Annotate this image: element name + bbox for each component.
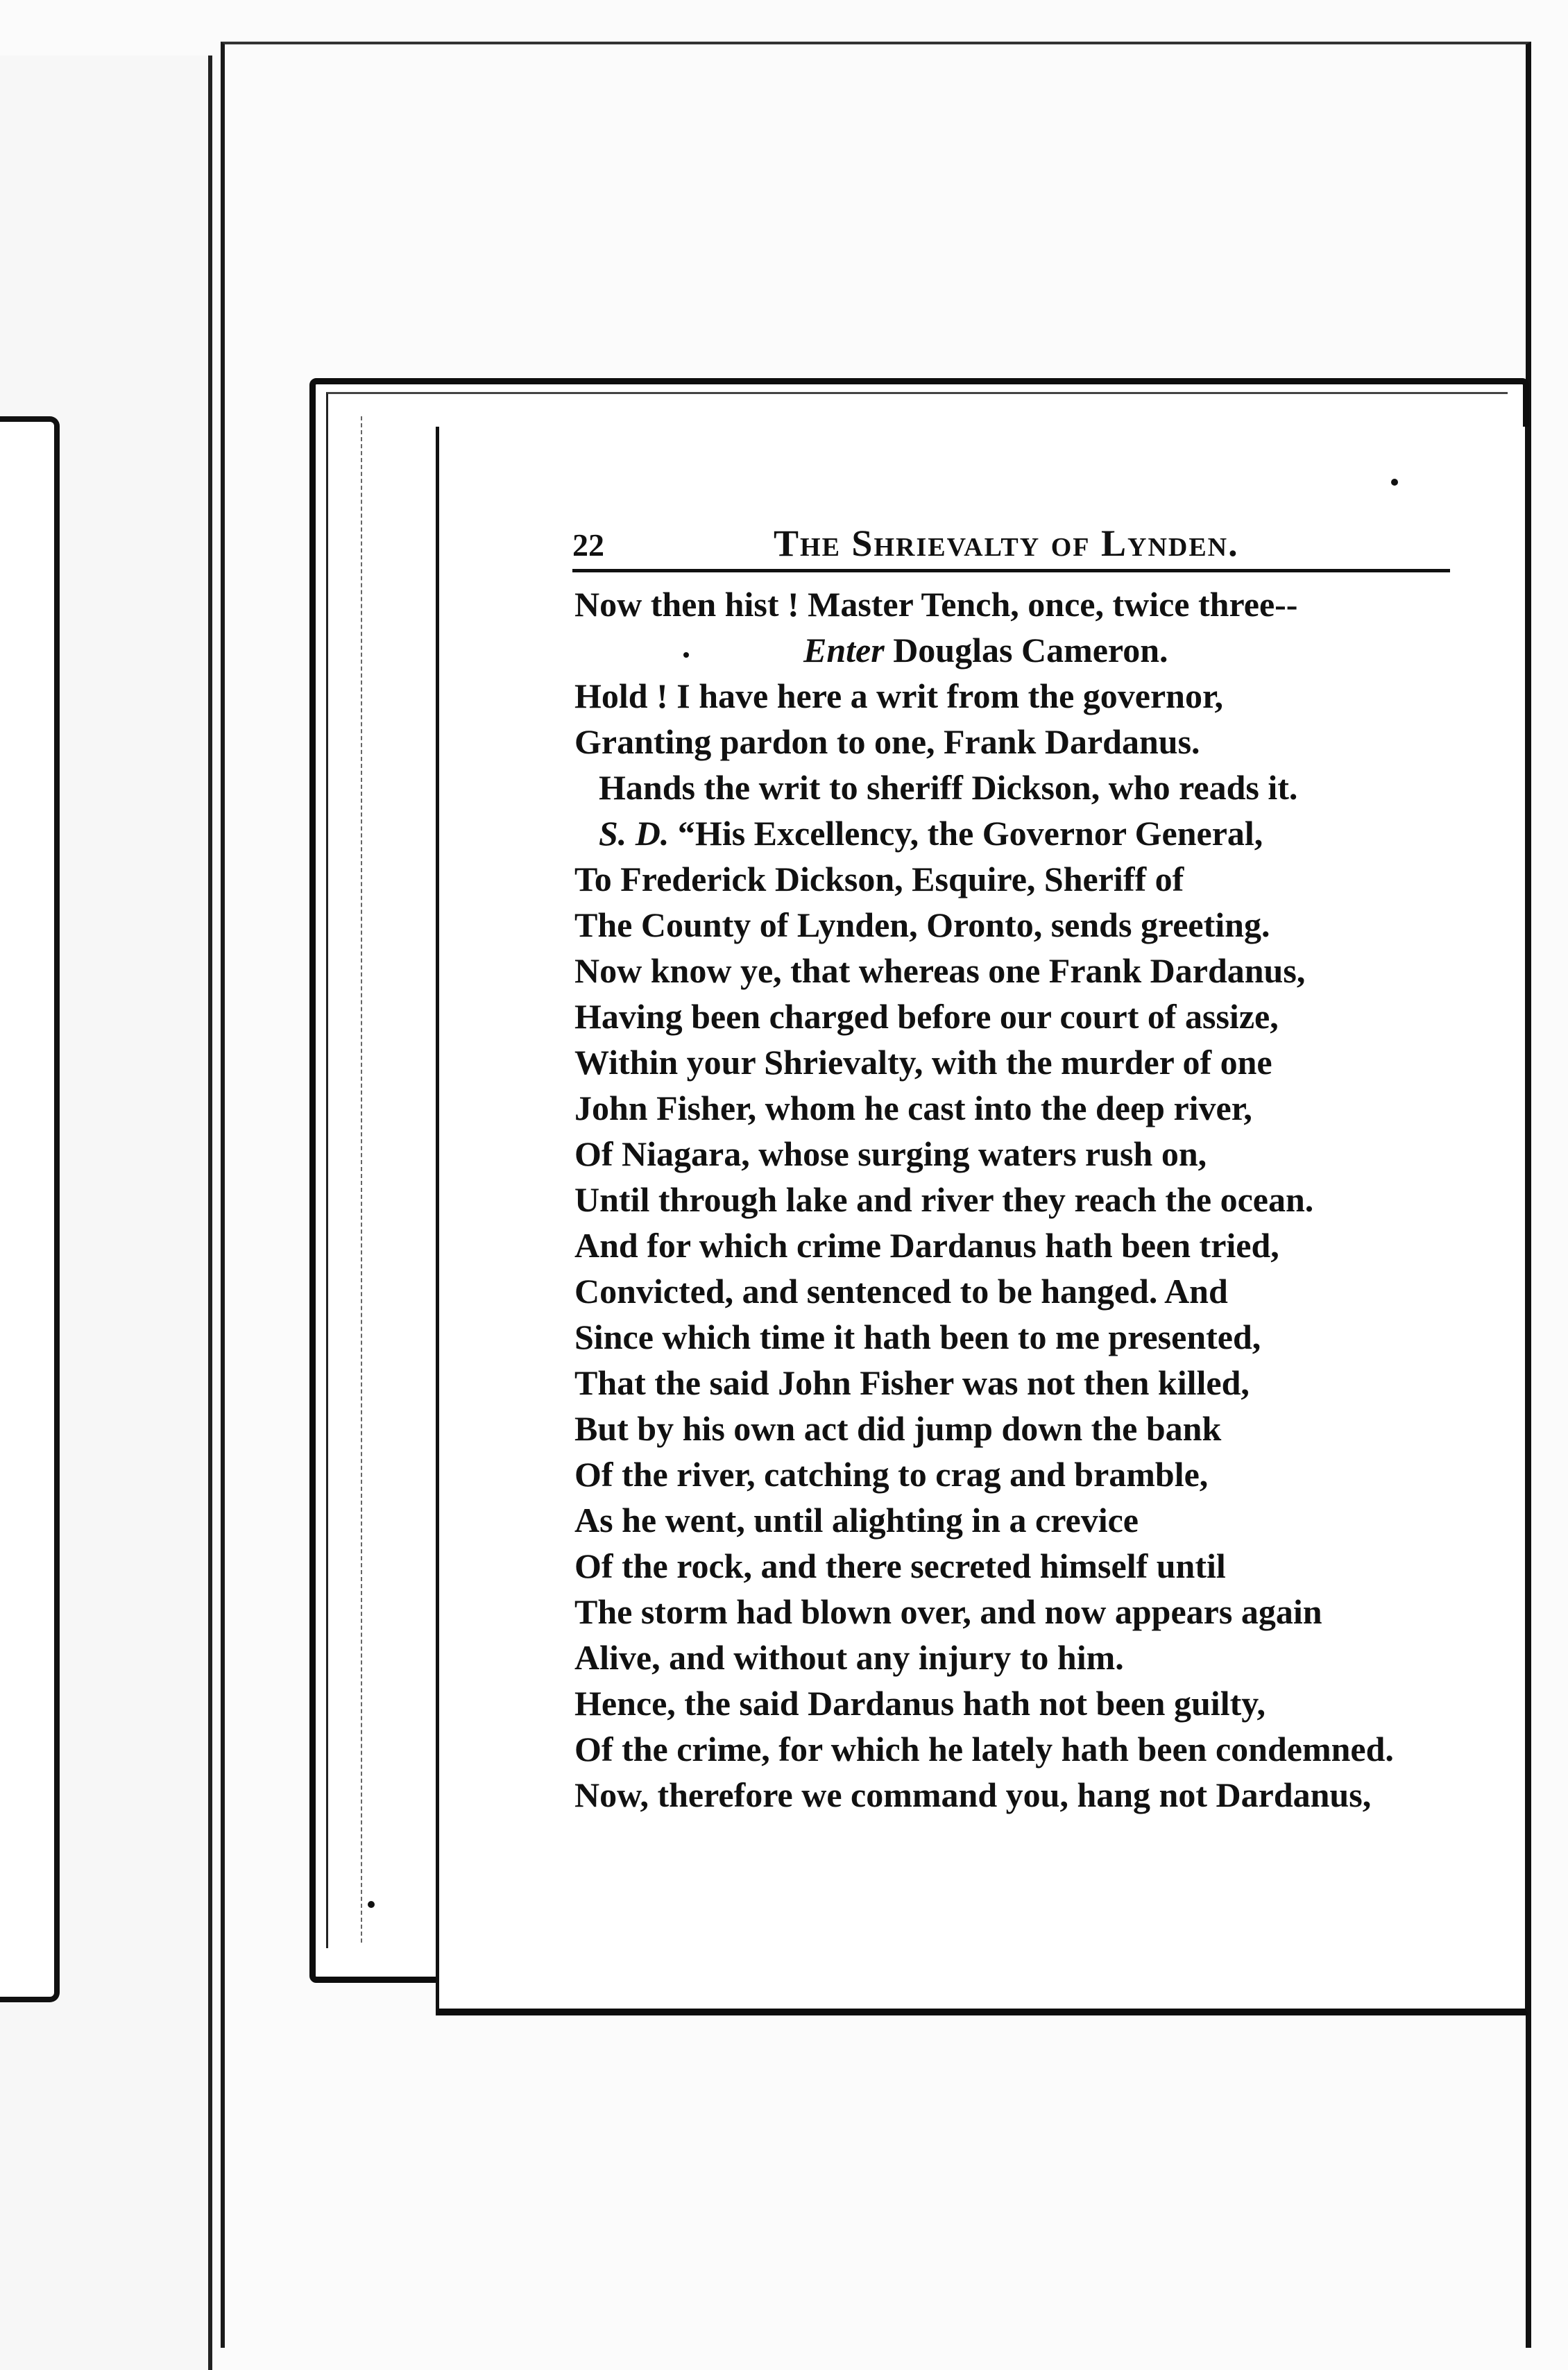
adjacent-page-edge [0, 416, 60, 2002]
text-line: Convicted, and sentenced to be hanged. And [574, 1272, 1228, 1311]
text-line: Now know ye, that whereas one Frank Dardanus, [574, 951, 1306, 990]
text-line: Of the river, catching to crag and bramble, [574, 1455, 1209, 1494]
text-line: Alive, and without any injury to him. [574, 1638, 1124, 1677]
scan-speck [1391, 479, 1398, 486]
text-line: But by his own act did jump down the bank [574, 1409, 1222, 1448]
text-line: Granting pardon to one, Frank Dardanus. [574, 722, 1200, 761]
text-line: Since which time it hath been to me presented, [574, 1318, 1261, 1356]
page-number: 22 [572, 527, 604, 563]
text-line: Of Niagara, whose surging waters rush on, [574, 1134, 1207, 1173]
text-line: The storm had blown over, and now appears again [574, 1592, 1322, 1631]
text-line: Now then hist ! Master Tench, once, twice three-- [574, 585, 1298, 624]
text-line: The County of Lynden, Oronto, sends greeting. [574, 905, 1270, 944]
text-line: Hands the writ to sheriff Dickson, who reads it. [599, 768, 1298, 807]
text-line: And for which crime Dardanus hath been tried, [574, 1226, 1279, 1265]
text-line: Of the crime, for which he lately hath been condemned. [574, 1730, 1394, 1768]
poem-text [574, 581, 1490, 1818]
text-line: Within your Shrievalty, with the murder of one [574, 1043, 1272, 1082]
stage-direction [574, 627, 1490, 673]
text-line: Of the rock, and there secreted himself until [574, 1546, 1226, 1585]
text-line: That the said John Fisher was not then killed, [574, 1363, 1250, 1402]
speech-text: “His Excellency, the Governor General, [677, 814, 1263, 853]
speaker-name: S. D. [599, 814, 670, 853]
page-header [572, 513, 1450, 572]
running-title: The Shrievalty of Lynden. [774, 522, 1239, 564]
text-line: Having been charged before our court of assize, [574, 997, 1279, 1036]
text-line: Hold ! I have here a writ from the governor, [574, 676, 1224, 715]
text-line: Until through lake and river they reach the ocean. [574, 1180, 1314, 1219]
scan-speck [683, 652, 689, 658]
stage-name: Douglas Cameron. [893, 631, 1168, 670]
text-line: Hence, the said Dardanus hath not been guilty, [574, 1684, 1266, 1723]
text-line: To Frederick Dickson, Esquire, Sheriff of [574, 860, 1184, 898]
stage-verb: Enter [803, 631, 885, 670]
speech-line [574, 810, 1490, 856]
text-line: Now, therefore we command you, hang not Dardanus, [574, 1775, 1372, 1814]
scan-speck [368, 1901, 375, 1908]
text-line: John Fisher, whom he cast into the deep river, [574, 1089, 1252, 1127]
adjacent-page [0, 56, 212, 2370]
text-line: As he went, until alighting in a crevice [574, 1501, 1139, 1540]
